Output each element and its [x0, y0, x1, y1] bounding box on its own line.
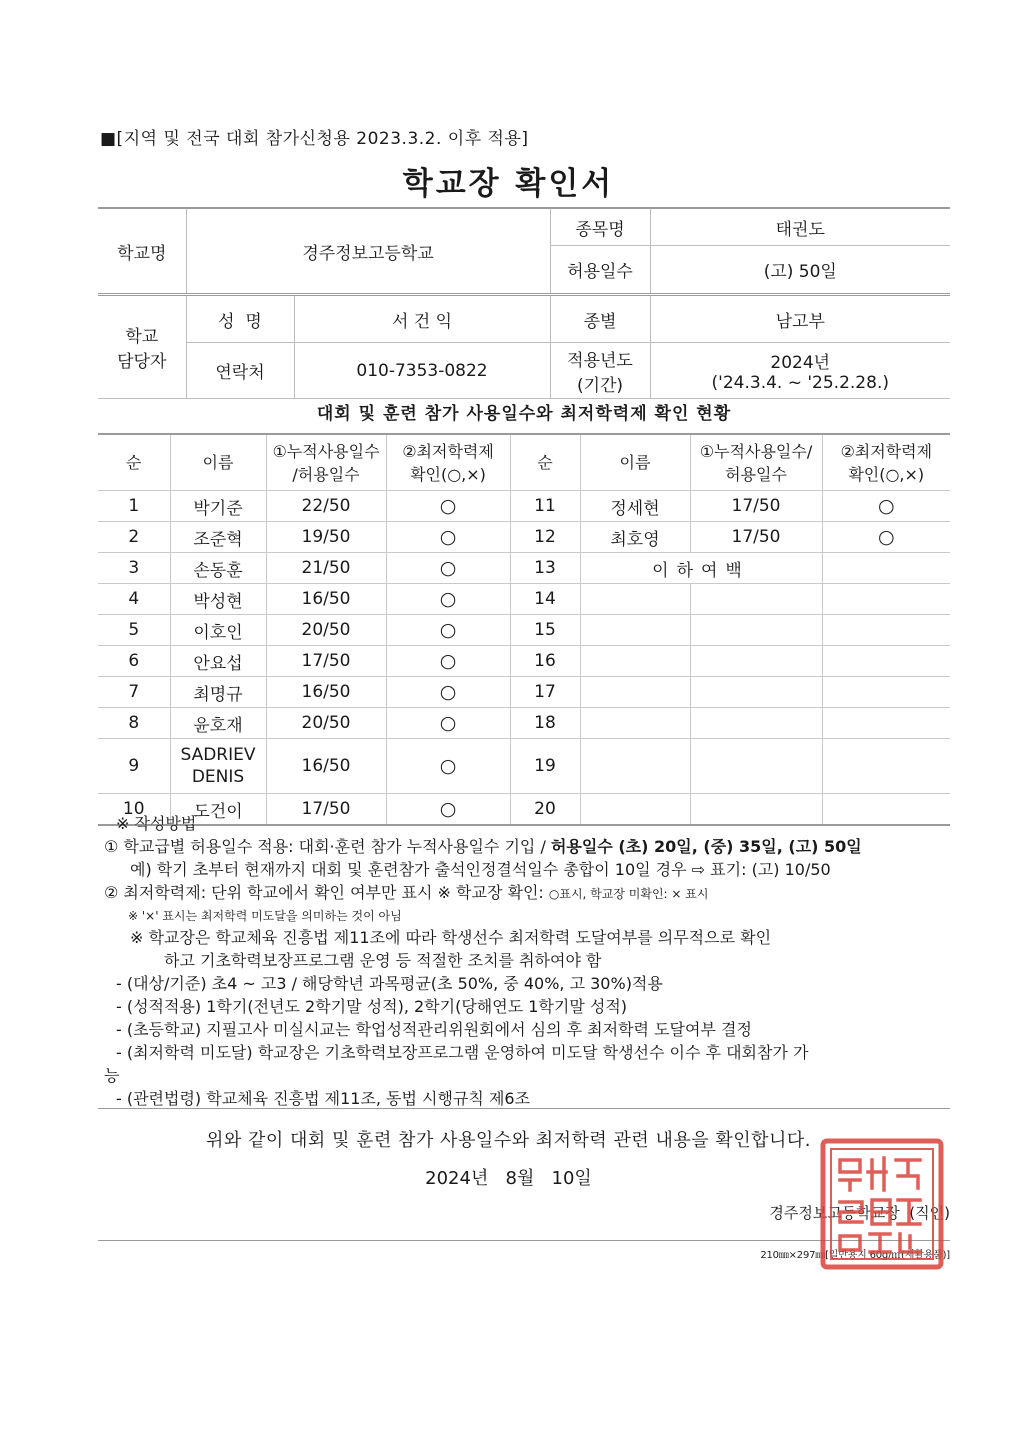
- row-check-right: [822, 708, 950, 739]
- row-check: ○: [386, 677, 510, 708]
- row-no-right: 18: [510, 708, 580, 739]
- col-days-right: [690, 434, 822, 491]
- manager-label-line1: 학교: [125, 327, 159, 347]
- col-check-line1: ②최저학력제: [402, 441, 494, 461]
- page-title: 학교장 확인서: [402, 166, 615, 202]
- note-line-1b: 허용일수 (초) 20일, (중) 35일, (고) 50일: [550, 837, 862, 856]
- row-days: 20/50: [266, 615, 386, 646]
- table-row: [98, 677, 950, 708]
- row-name-right: [580, 708, 690, 739]
- row-no: 9: [98, 739, 170, 794]
- row-check-right: [822, 646, 950, 677]
- school-value: 경주정보고등학교: [186, 208, 550, 295]
- note-line-3: [104, 881, 964, 906]
- table-row: [98, 553, 950, 584]
- principal-signature: 경주정보고등학교장 (직인): [769, 1204, 950, 1222]
- note-line-2: 예) 학기 초부터 현재까지 대회 및 훈련참가 출석인정결석일수 총합이 10일 경우 ⇨ 표기: (고) 10/50: [130, 860, 831, 879]
- info-table: [98, 207, 950, 399]
- row-no: 2: [98, 522, 170, 553]
- divider-top: [98, 1108, 950, 1109]
- roster-table: [98, 433, 950, 826]
- row-check-right: [822, 615, 950, 646]
- allowed-label: 허용일수: [550, 246, 650, 295]
- col-check-line2: 확인(○,×): [410, 464, 486, 484]
- note-line-12: - (관련법령) 학교체육 진흥법 제11조, 동법 시행규칙 제6조: [116, 1089, 531, 1108]
- note-line-10: - (최저학력 미도달) 학교장은 기초학력보장프로그램 운영하여 미도달 학생선수 이수 후 대회참가 가: [116, 1043, 809, 1062]
- row-name: 박기준: [170, 491, 266, 522]
- manager-label-line2: 담당자: [117, 352, 167, 372]
- col-name: 이름: [170, 434, 266, 491]
- table-row: [98, 739, 950, 794]
- division-label: 종별: [550, 295, 650, 343]
- row-name-right: 정세현: [580, 491, 690, 522]
- allowed-value: (고) 50일: [650, 246, 950, 295]
- row-days: 16/50: [266, 739, 386, 794]
- col-check-right-line2: 확인(○,×): [848, 464, 925, 484]
- row-name: 이호인: [170, 615, 266, 646]
- col-check-right: [822, 434, 950, 491]
- event-value: 태권도: [650, 208, 950, 246]
- col-days: [266, 434, 386, 491]
- row-check: ○: [386, 646, 510, 677]
- note-line-11: 능: [104, 1066, 120, 1085]
- division-value: 남고부: [650, 295, 950, 343]
- row-no-right: 14: [510, 584, 580, 615]
- row-name: 손동훈: [170, 553, 266, 584]
- row-check-right: [822, 584, 950, 615]
- col-days-right-line1: ①누적사용일수/: [699, 441, 813, 461]
- row-days: 22/50: [266, 491, 386, 522]
- note-line-6: 하고 기초학력보장프로그램 운영 등 적절한 조치를 취하여야 함: [164, 951, 602, 970]
- row-check: ○: [386, 584, 510, 615]
- row-check-right: ○: [822, 491, 950, 522]
- year-value-line2: ('24.3.4. ~ '25.2.28.): [711, 373, 889, 393]
- note-line-7: - (대상/기준) 초4 ~ 고3 / 해당학년 과목평균(초 50%, 중 40%, 고 30%)적용: [116, 974, 663, 993]
- row-days: 17/50: [266, 794, 386, 826]
- row-no-right: 19: [510, 739, 580, 794]
- row-no: 8: [98, 708, 170, 739]
- row-days-right: [690, 708, 822, 739]
- row-check: ○: [386, 522, 510, 553]
- row-name-line2: DENIS: [191, 767, 245, 787]
- row-days-right: [690, 615, 822, 646]
- row-check-right: [822, 739, 950, 794]
- row-no: 6: [98, 646, 170, 677]
- instructions: [104, 812, 964, 1110]
- row-check-right: ○: [822, 522, 950, 553]
- row-days: 21/50: [266, 553, 386, 584]
- form-tag: ■[지역 및 전국 대회 참가신청용 2023.3.2. 이후 적용]: [100, 129, 529, 149]
- row-no-right: 11: [510, 491, 580, 522]
- row-check: ○: [386, 491, 510, 522]
- row-name-right: [580, 584, 690, 615]
- contact-value: 010-7353-0822: [294, 343, 550, 399]
- col-no-right: 순: [510, 434, 580, 491]
- row-no-right: 16: [510, 646, 580, 677]
- row-days-right: [690, 677, 822, 708]
- paper-spec: 210㎜×297㎜[일반용지 60g/㎡(재활용품)]: [760, 1250, 950, 1261]
- row-no: 10: [98, 794, 170, 826]
- note-line-3a: ② 최저학력제: 단위 학교에서 확인 여부만 표시 ※ 학교장 확인:: [104, 883, 549, 902]
- note-line-5: ※ 학교장은 학교체육 진흥법 제11조에 따라 학생선수 최저학력 도달여부를 의무적으로 확인: [130, 928, 772, 947]
- row-name: 최명규: [170, 677, 266, 708]
- note-line-3b: ○표시, 학교장 미확인: × 표시: [548, 887, 709, 901]
- note-line-1a: ① 학교급별 허용일수 적용: 대회·훈련 참가 누적사용일수 기입 /: [104, 837, 551, 856]
- row-check: ○: [386, 794, 510, 826]
- row-name: 조준혁: [170, 522, 266, 553]
- row-days-right: 17/50: [690, 522, 822, 553]
- col-check: [386, 434, 510, 491]
- row-no-right: 13: [510, 553, 580, 584]
- school-label: 학교명: [98, 208, 186, 295]
- table-row: [98, 584, 950, 615]
- row-name-right: [580, 615, 690, 646]
- row-name: [170, 739, 266, 794]
- table-row: [98, 491, 950, 522]
- row-name-line1: SADRIEV: [180, 745, 256, 765]
- row-check: ○: [386, 739, 510, 794]
- row-name: 박성현: [170, 584, 266, 615]
- table-row: [98, 522, 950, 553]
- row-no: 3: [98, 553, 170, 584]
- table-row: [98, 615, 950, 646]
- official-seal-icon: [818, 1136, 946, 1272]
- row-no-right: 12: [510, 522, 580, 553]
- year-value-line1: 2024년: [770, 353, 831, 373]
- row-no: 7: [98, 677, 170, 708]
- note-line-1: [104, 835, 964, 858]
- row-days: 19/50: [266, 522, 386, 553]
- row-days: 20/50: [266, 708, 386, 739]
- year-value: [650, 343, 950, 399]
- row-no: 1: [98, 491, 170, 522]
- row-days: 16/50: [266, 677, 386, 708]
- name-value: 서 건 익: [294, 295, 550, 343]
- row-name-right: [580, 677, 690, 708]
- year-label: [550, 343, 650, 399]
- row-no: 4: [98, 584, 170, 615]
- row-days-right: 17/50: [690, 491, 822, 522]
- year-label-line2: (기간): [576, 375, 624, 396]
- col-days-right-line2: 허용일수: [725, 464, 787, 484]
- blank-note: 이하여백: [580, 553, 822, 584]
- col-no: 순: [98, 434, 170, 491]
- roster-heading: 대회 및 훈련 참가 사용일수와 최저학력제 확인 현황: [316, 404, 732, 424]
- year-label-line1: 적용년도: [567, 350, 633, 371]
- name-label: 성 명: [186, 295, 294, 343]
- row-days: 16/50: [266, 584, 386, 615]
- row-days: 17/50: [266, 646, 386, 677]
- confirmation-text: 위와 같이 대회 및 훈련 참가 사용일수와 최저학력 관련 내용을 확인합니다.: [205, 1130, 812, 1151]
- row-name-right: [580, 739, 690, 794]
- note-line-4: ※ '×' 표시는 최저학력 미도달을 의미하는 것이 아님: [128, 909, 402, 923]
- note-line-9: - (초등학교) 지필고사 미실시교는 학업성적관리위원회에서 심의 후 최저학력 도달여부 결정: [116, 1020, 752, 1039]
- row-name-right: 최호영: [580, 522, 690, 553]
- row-days-right: [690, 646, 822, 677]
- col-days-line1: ①누적사용일수: [272, 441, 380, 461]
- row-check: ○: [386, 708, 510, 739]
- row-name: 윤호재: [170, 708, 266, 739]
- table-row: [98, 708, 950, 739]
- row-check: ○: [386, 615, 510, 646]
- row-no-right: 17: [510, 677, 580, 708]
- row-check-right: [822, 677, 950, 708]
- notes-heading: ※ 작성방법: [116, 814, 197, 833]
- manager-label: [98, 295, 186, 399]
- issue-date: 2024년 8월 10일: [425, 1168, 592, 1189]
- table-row: [98, 646, 950, 677]
- event-label: 종목명: [550, 208, 650, 246]
- row-no-right: 15: [510, 615, 580, 646]
- row-name: 도건이: [170, 794, 266, 826]
- row-days-right: [690, 739, 822, 794]
- row-check-right: [822, 553, 950, 584]
- row-name: 안요섭: [170, 646, 266, 677]
- row-name-right: [580, 646, 690, 677]
- col-days-line2: /허용일수: [292, 464, 360, 484]
- row-days-right: [690, 584, 822, 615]
- contact-label: 연락처: [186, 343, 294, 399]
- col-check-right-line1: ②최저학력제: [840, 441, 933, 461]
- row-check: ○: [386, 553, 510, 584]
- row-no: 5: [98, 615, 170, 646]
- col-name-right: 이름: [580, 434, 690, 491]
- row-no-right: 20: [510, 794, 580, 826]
- note-line-8: - (성적적용) 1학기(전년도 2학기말 성적), 2학기(당해연도 1학기말 성적): [116, 997, 628, 1016]
